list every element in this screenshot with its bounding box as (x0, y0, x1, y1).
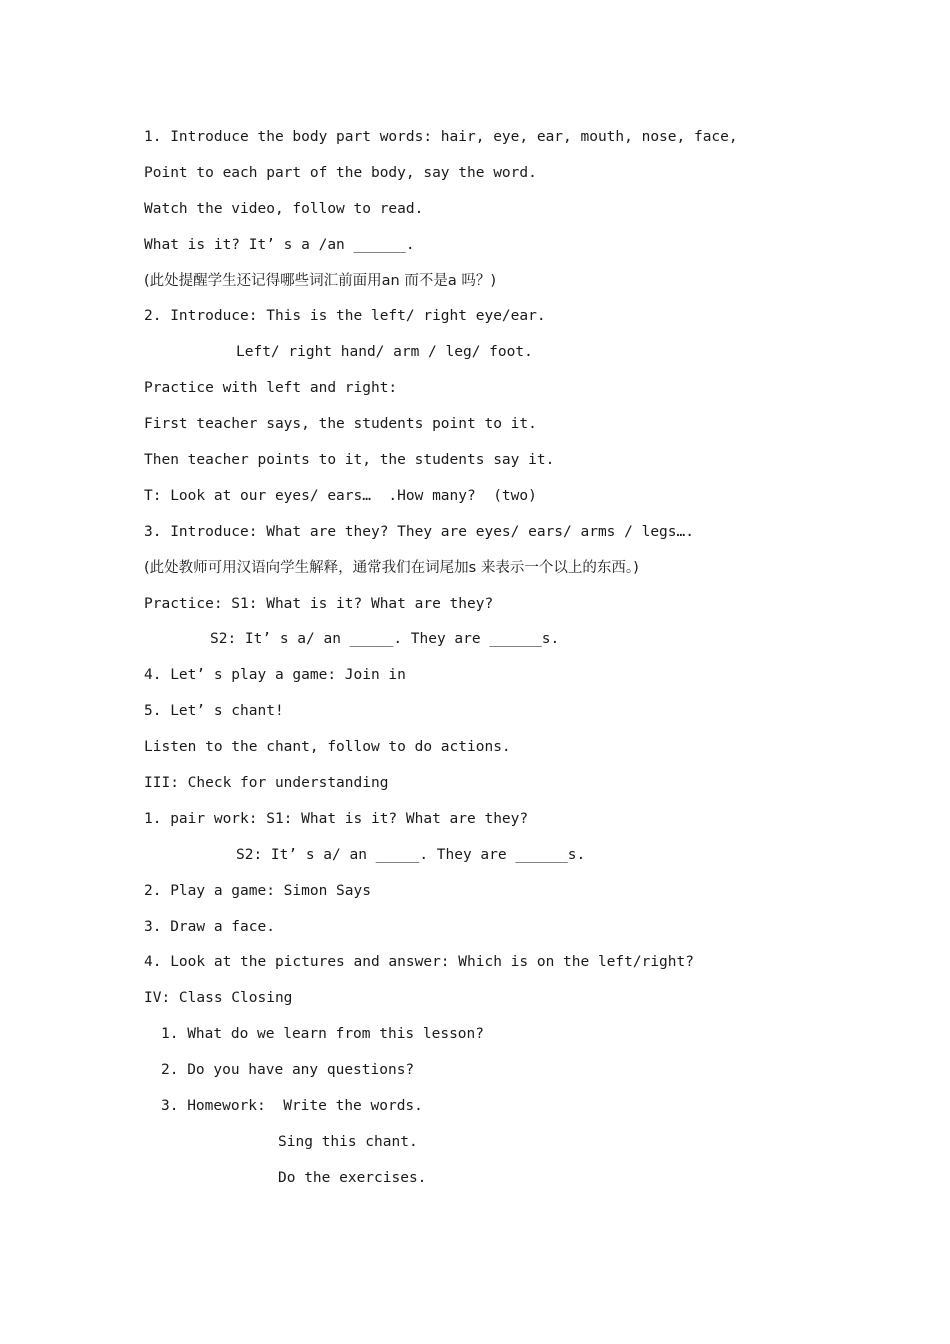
text-line: Listen to the chant, follow to do actions. (144, 739, 511, 756)
text-line: T: Look at our eyes/ ears… .How many? (two) (144, 487, 537, 504)
text-line: Sing this chant. (278, 1133, 418, 1150)
text-line: 3. Draw a face. (144, 918, 275, 935)
text-line: 2. Play a game: Simon Says (144, 882, 371, 899)
text-line: 1. Introduce the body part words: hair, eye, ear, mouth, nose, face, (144, 129, 738, 145)
list-item: 1. What do we learn from this lesson? (161, 1026, 485, 1043)
text-line: Point to each part of the body, say the word. (144, 164, 537, 181)
section-heading: IV: Class Closing (144, 990, 293, 1007)
lesson-plan-body (144, 125, 864, 1202)
text-line: Then teacher points to it, the students say it. (144, 452, 555, 469)
list-item: 2. Do you have any questions? (161, 1062, 415, 1079)
text-line: 4. Let’ s play a game: Join in (144, 667, 406, 684)
text-line: Practice: S1: What is it? What are they? (144, 595, 494, 612)
text-line: 2. Introduce: This is the left/ right eye/ear. (144, 308, 546, 325)
text-line: 5. Let’ s chant! (144, 703, 284, 720)
text-line: What is it? It’ s a /an ______. (144, 236, 415, 253)
text-line: Practice with left and right: (144, 380, 398, 397)
text-line: 3. Introduce: What are they? They are eyes/ ears/ arms / legs…. (144, 523, 694, 540)
chinese-note: (此处提醒学生还记得哪些词汇前面用an 而不是a 吗？) (144, 272, 496, 289)
section-heading: III: Check for understanding (144, 775, 389, 792)
text-line: Do the exercises. (278, 1169, 427, 1186)
text-line: First teacher says, the students point to it. (144, 416, 537, 433)
chinese-note: (此处教师可用汉语向学生解释，通常我们在词尾加s 来表示一个以上的东西。) (144, 559, 639, 576)
text-line: Watch the video, follow to read. (144, 200, 424, 217)
text-line: S2: It’ s a/ an _____. They are ______s. (210, 631, 560, 648)
text-line: 4. Look at the pictures and answer: Which is on the left/right? (144, 954, 694, 971)
text-line: Left/ right hand/ arm / leg/ foot. (236, 344, 533, 361)
list-item: 3. Homework: Write the words. (161, 1098, 423, 1115)
text-line: S2: It’ s a/ an _____. They are ______s. (236, 846, 586, 863)
text-line: 1. pair work: S1: What is it? What are they? (144, 810, 529, 827)
